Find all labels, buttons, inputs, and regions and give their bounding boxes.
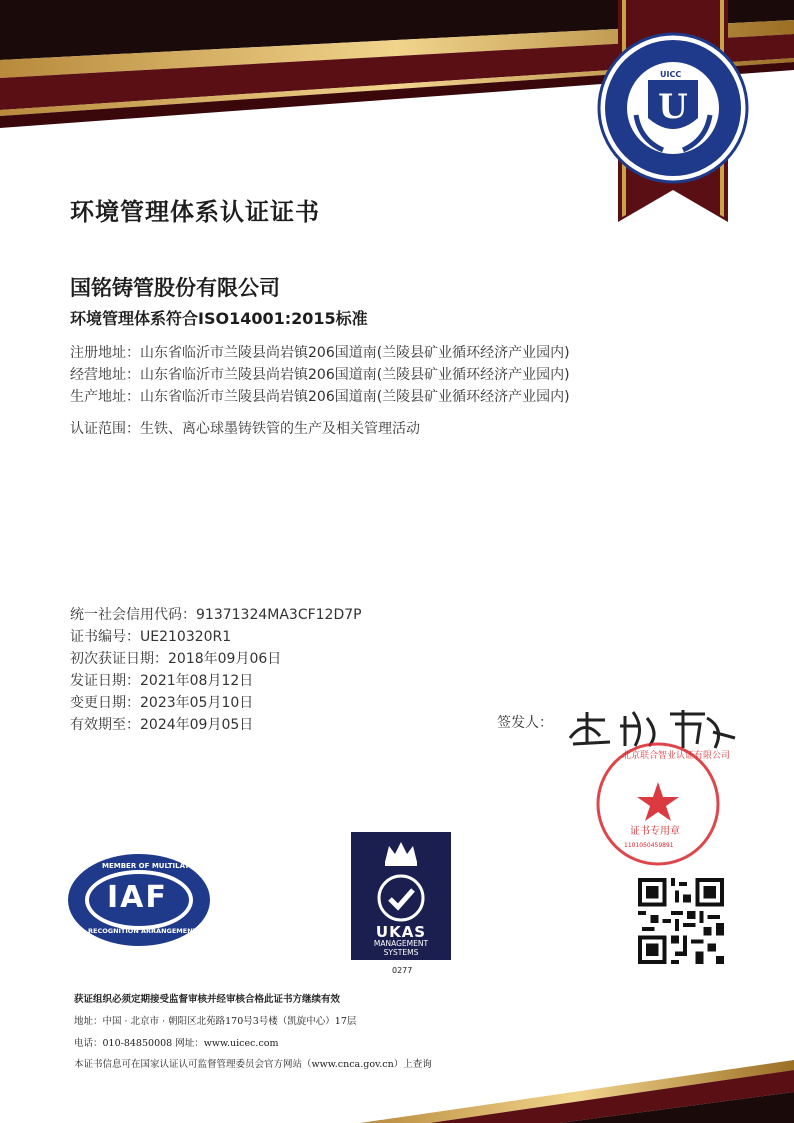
ukas-line2: SYSTEMS: [383, 948, 419, 957]
iaf-ring-text-top: MEMBER OF MULTILATERAL: [102, 862, 210, 870]
ukas-name: UKAS: [375, 923, 427, 941]
certificate-title: 环境管理体系认证证书: [70, 198, 320, 226]
company-name: 国铭铸管股份有限公司: [70, 276, 280, 300]
certificate-number: 证书编号：UE210320R1: [70, 629, 232, 645]
certification-scope: 认证范围：生铁、离心球墨铸铁管的生产及相关管理活动: [70, 421, 420, 437]
svg-text:U: U: [658, 87, 688, 127]
stamp-org-name: 北京联合智业认证有限公司: [622, 751, 731, 761]
ukas-logo: [351, 832, 451, 960]
footer-query: 本证书信息可在国家认证认可监督管理委员会官方网站（www.cnca.gov.cn）上查询: [74, 1059, 432, 1070]
stamp-label: 证书专用章: [630, 826, 680, 837]
stamp-number: 1101050459891: [624, 842, 674, 849]
iaf-center-text: IAF: [107, 880, 168, 915]
issuer-seal-logo: [588, 0, 758, 225]
signer-label: 签发人：: [497, 715, 553, 731]
ukas-number: 0277: [392, 966, 413, 975]
seal-abbr: UICC: [660, 70, 682, 79]
bottom-decorative-band: [0, 1040, 794, 1123]
footer-contact: 电话：010-84850008 网址：www.uicec.com: [74, 1038, 279, 1049]
valid-until-date: 有效期至：2024年09月05日: [70, 717, 254, 733]
checkmark-icon: [375, 872, 427, 924]
ukas-line1: MANAGEMENT: [373, 939, 429, 948]
iaf-ring-text-bottom: RECOGNITION ARRANGEMENT: [88, 927, 198, 935]
standard-statement: 环境管理体系符合ISO14001:2015标准: [70, 309, 368, 328]
change-date: 变更日期：2023年05月10日: [70, 695, 254, 711]
footer-notice: 获证组织必须定期接受监督审核并经审核合格此证书方继续有效: [74, 994, 341, 1005]
initial-cert-date: 初次获证日期：2018年09月06日: [70, 651, 282, 667]
business-address: 经营地址：山东省临沂市兰陵县尚岩镇206国道南(兰陵县矿业循环经济产业园内): [70, 367, 570, 383]
issue-date: 发证日期：2021年08月12日: [70, 673, 254, 689]
registered-address: 注册地址：山东省临沂市兰陵县尚岩镇206国道南(兰陵县矿业循环经济产业园内): [70, 345, 570, 361]
production-address: 生产地址：山东省临沂市兰陵县尚岩镇206国道南(兰陵县矿业循环经济产业园内): [70, 389, 570, 405]
qr-code[interactable]: [638, 878, 724, 964]
crown-icon: [381, 838, 421, 868]
credit-code: 统一社会信用代码：91371324MA3CF12D7P: [70, 607, 362, 623]
footer-address: 地址：中国 · 北京市 · 朝阳区北苑路170号3号楼（凯旋中心）17层: [74, 1016, 357, 1027]
